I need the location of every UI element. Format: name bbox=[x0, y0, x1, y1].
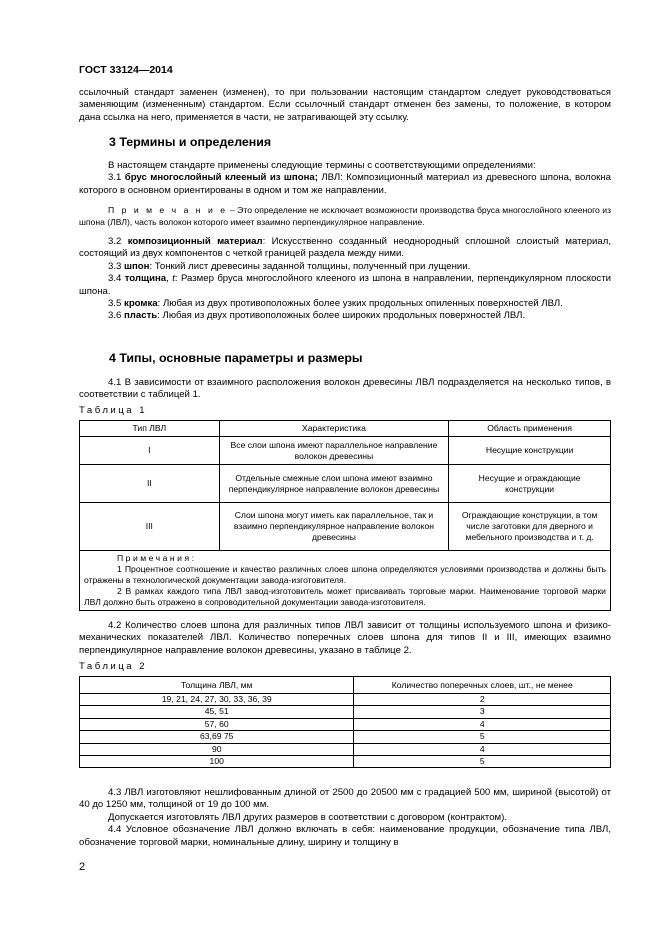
table-1-note-2: 2 В рамках каждого типа ЛВЛ завод-изготовитель может присваивать торговые марки. Наименование торговой марки ЛВЛ должно быть отражено в сопроводительной документации завода-изготовителя. bbox=[84, 586, 606, 607]
table-cell: 45, 51 bbox=[80, 706, 354, 718]
table-2 bbox=[79, 676, 611, 768]
paragraph-4-3-4-4 bbox=[79, 787, 611, 849]
table-row bbox=[80, 718, 611, 730]
table-row bbox=[80, 706, 611, 718]
table-cell: I bbox=[80, 437, 220, 465]
table-1-header-characteristic: Характеристика bbox=[219, 421, 449, 437]
table-1-note-1: 1 Процентное соотношение и качество различных слоев шпона определяются условиями производства и должны быть отражены в технологической документации завода-изготовителя. bbox=[84, 564, 606, 585]
term-3-1-term: брус многослойный клееный из шпона; bbox=[124, 172, 318, 184]
term-3-2-term: композиционный материал bbox=[127, 236, 263, 248]
table-cell: Несущие и ограждающие конструкции bbox=[449, 465, 611, 503]
term-3-1-number: 3.1 bbox=[108, 172, 125, 184]
term-3-6 bbox=[79, 310, 611, 322]
section-3-body bbox=[79, 160, 611, 323]
table-row bbox=[80, 756, 611, 768]
table-1-header-row bbox=[80, 421, 611, 437]
term-3-6-term: пласть bbox=[124, 310, 158, 322]
term-3-5 bbox=[79, 298, 611, 310]
paragraph-4-3-extra: Допускается изготовлять ЛВЛ других размеров в соответствии с договором (контрактом). bbox=[108, 811, 508, 823]
paragraph-4-2 bbox=[79, 620, 611, 657]
paragraph-4-2-text: 4.2 Количество слоев шпона для различных типов ЛВЛ зависит от толщины используемого шпона и физико-механических показателей ЛВЛ. Количество поперечных слоев шпона для типов II и III, имеющих взаимно перпендикулярное направление волокон древесины, указано в таблице 2. bbox=[79, 620, 611, 656]
term-3-5-term: кромка bbox=[124, 298, 158, 310]
term-3-5-definition: : Любая из двух противоположных более узких продольных опиленных поверхностей ЛВЛ. bbox=[157, 298, 563, 310]
table-1-header-type: Тип ЛВЛ bbox=[80, 421, 220, 437]
term-3-4-number: 3.4 bbox=[108, 273, 125, 285]
table-2-header-row bbox=[80, 677, 611, 694]
term-3-1-note bbox=[79, 205, 611, 228]
table-row bbox=[80, 694, 611, 706]
paragraph-4-1 bbox=[79, 377, 611, 402]
standard-header: ГОСТ 33124—2014 bbox=[79, 64, 173, 76]
paragraph-4-4-text: 4.4 Условное обозначение ЛВЛ должно включать в себя: наименование продукции, обозначение типа ЛВЛ, обозначение торговой марки, номинальные длину, ширину и толщину в bbox=[79, 824, 611, 848]
table-1-header-application: Область применения bbox=[449, 421, 611, 437]
table-1-notes bbox=[80, 551, 611, 611]
section-4-title: 4 Типы, основные параметры и размеры bbox=[109, 351, 363, 365]
table-cell: 2 bbox=[354, 694, 611, 706]
term-3-3-definition: : Тонкий лист древесины заданной толщины, полученный при лущении. bbox=[149, 260, 471, 272]
term-3-5-number: 3.5 bbox=[108, 298, 125, 310]
term-3-3-term: шпон bbox=[124, 260, 150, 272]
table-cell: 3 bbox=[354, 706, 611, 718]
note-label: П р и м е ч а н и е bbox=[108, 205, 228, 216]
table-cell: Ограждающие конструкции, в том числе заготовки для дверного и мебельного производства и т. д. bbox=[449, 503, 611, 551]
note-text: – Это определение не исключает возможности производства бруса многослойного клееного из шпона (ЛВЛ), часть волокон которого имеет взаимно перпендикулярное направление. bbox=[79, 205, 612, 227]
term-3-4-symbol: t bbox=[172, 273, 175, 285]
section-3-title: 3 Термины и определения bbox=[109, 135, 272, 149]
term-3-3 bbox=[79, 261, 611, 273]
table-cell: 19, 21, 24, 27, 30, 33, 36, 39 bbox=[80, 694, 354, 706]
table-cell: Все слои шпона имеют параллельное направление волокон древесины bbox=[219, 437, 449, 465]
intro-paragraph bbox=[79, 87, 611, 124]
section-3-lead: В настоящем стандарте применены следующие термины с соответствующими определениями: bbox=[108, 160, 536, 171]
table-row bbox=[80, 731, 611, 743]
term-3-6-definition: : Любая из двух противоположных более широких продольных поверхностей ЛВЛ. bbox=[157, 310, 526, 322]
term-3-3-number: 3.3 bbox=[108, 260, 125, 272]
table-1-caption: Таблица 1 bbox=[79, 405, 148, 416]
term-3-6-number: 3.6 bbox=[108, 310, 125, 322]
term-3-4: 3.4 толщина, t: Размер бруса многослойного клееного из шпона в направлении, перпендикулярном плоскости шпона. bbox=[79, 273, 611, 297]
table-cell: 90 bbox=[80, 743, 354, 755]
table-2-header-cross-layers: Количество поперечных слоев, шт., не менее bbox=[354, 677, 611, 694]
table-cell: 4 bbox=[354, 743, 611, 755]
term-3-2-definition: : Искусственно созданный неоднородный сплошной слоистый материал, состоящий из двух компонентов с четкой границей раздела между ними. bbox=[79, 236, 611, 260]
table-cell: 4 bbox=[354, 718, 611, 730]
table-row bbox=[80, 465, 611, 503]
term-3-4-term: толщина bbox=[124, 273, 167, 285]
term-3-2 bbox=[79, 236, 611, 261]
table-row bbox=[80, 437, 611, 465]
term-3-1-definition: ЛВЛ: Композиционный материал из древесного шпона, волокна которого в основном ориентированы в одном и том же направлении. bbox=[79, 172, 611, 196]
table-cell: 57, 60 bbox=[80, 718, 354, 730]
table-row bbox=[80, 503, 611, 551]
table-cell: 5 bbox=[354, 756, 611, 768]
term-3-2-number: 3.2 bbox=[108, 236, 128, 248]
table-1-notes-row bbox=[80, 551, 611, 611]
table-2-header-thickness: Толщина ЛВЛ, мм bbox=[80, 677, 354, 694]
paragraph-4-1-text: 4.1 В зависимости от взаимного расположения волокон древесины ЛВЛ подразделяется на несколько типов, в соответствии с таблицей 1. bbox=[79, 377, 611, 401]
intro-text: ссылочный стандарт заменен (изменен), то при пользовании настоящим стандартом следует руководствоваться заменяющим (измененным) стандартом. Если ссылочный стандарт отменен без замены, то положение, в котором дана ссылка на него, применяется в части, не затрагивающей эту ссылку. bbox=[79, 87, 611, 123]
table-1-notes-label: Примечания: bbox=[117, 553, 197, 563]
table-cell: 5 bbox=[354, 731, 611, 743]
table-cell: Отдельные смежные слои шпона имеют взаимно перпендикулярное направление волокон древесины bbox=[219, 465, 449, 503]
table-cell: III bbox=[80, 503, 220, 551]
table-cell: 63,69 75 bbox=[80, 731, 354, 743]
table-cell: II bbox=[80, 465, 220, 503]
table-1 bbox=[79, 420, 611, 611]
table-cell: Несущие конструкции bbox=[449, 437, 611, 465]
page-number: 2 bbox=[79, 861, 86, 873]
table-cell: 100 bbox=[80, 756, 354, 768]
table-2-caption: Таблица 2 bbox=[79, 661, 148, 672]
paragraph-4-3-text: 4.3 ЛВЛ изготовляют нешлифованным длиной от 2500 до 20500 мм с градацией 500 мм, шириной (высотой) от 40 до 1250 мм, толщиной от 19 до 100 мм. bbox=[79, 787, 611, 811]
term-3-1 bbox=[79, 172, 611, 197]
term-3-4-definition: : Размер бруса многослойного клееного из шпона в направлении, перпендикулярном плоскости шпона. bbox=[79, 273, 611, 297]
table-row bbox=[80, 743, 611, 755]
table-cell: Слои шпона могут иметь как параллельное, так и взаимно перпендикулярное направление волокон древесины bbox=[219, 503, 449, 551]
